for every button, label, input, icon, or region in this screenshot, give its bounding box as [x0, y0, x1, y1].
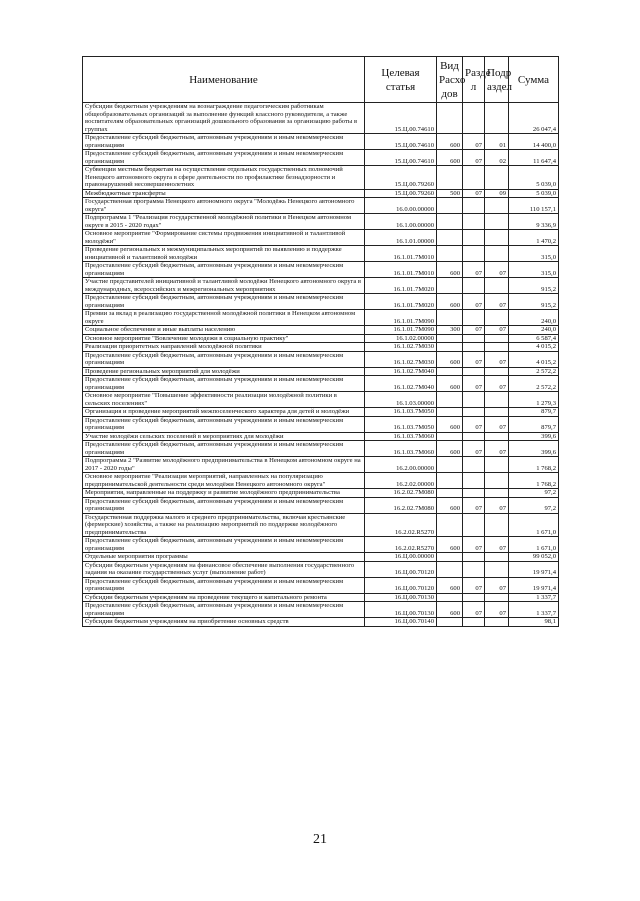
row-expense-type: 600 — [437, 537, 463, 553]
table-row — [83, 310, 559, 326]
row-name: Субсидии бюджетным учреждениям на приобретение основных средств — [83, 618, 365, 627]
row-section: 07 — [463, 294, 485, 310]
row-section: 07 — [463, 189, 485, 198]
table-row — [83, 334, 559, 343]
row-section: 07 — [463, 577, 485, 593]
row-section — [463, 214, 485, 230]
row-section — [463, 367, 485, 376]
row-expense-type — [437, 166, 463, 190]
row-name: Субсидии бюджетным учреждениям на проведение текущего и капитального ремонта — [83, 593, 365, 602]
row-amount: 915,2 — [509, 294, 559, 310]
row-amount: 1 337,7 — [509, 602, 559, 618]
row-section — [463, 166, 485, 190]
row-target-code: 16.Ц.00.00000 — [365, 553, 437, 562]
row-amount: 879,7 — [509, 408, 559, 417]
table-body — [83, 103, 559, 627]
row-subsection — [485, 593, 509, 602]
table-row — [83, 473, 559, 489]
row-target-code: 16.1.03.7М060 — [365, 432, 437, 441]
row-name: Участие представителей инициативной и талантливой молодёжи Ненецкого автономного округа в международных, всероссийских и межрегиональных мероприятиях — [83, 278, 365, 294]
row-name: Предоставление субсидий бюджетным, автономным учреждениям и иным некоммерческим организациям — [83, 537, 365, 553]
row-subsection — [485, 166, 509, 190]
row-amount: 879,7 — [509, 416, 559, 432]
row-expense-type — [437, 618, 463, 627]
row-target-code: 16.1.03.7М050 — [365, 408, 437, 417]
row-subsection: 07 — [485, 294, 509, 310]
table-row — [83, 593, 559, 602]
row-name: Реализация приоритетных направлений молодёжной политики — [83, 343, 365, 352]
row-subsection — [485, 618, 509, 627]
table-row — [83, 497, 559, 513]
row-expense-type — [437, 473, 463, 489]
row-expense-type — [437, 593, 463, 602]
row-name: Предоставление субсидий бюджетным, автономным учреждениям и иным некоммерческим организациям — [83, 602, 365, 618]
row-subsection — [485, 513, 509, 537]
row-amount: 97,2 — [509, 489, 559, 498]
row-amount: 4 015,2 — [509, 351, 559, 367]
row-section — [463, 513, 485, 537]
row-subsection: 07 — [485, 441, 509, 457]
row-expense-type — [437, 343, 463, 352]
row-name: Предоставление субсидий бюджетным, автономным учреждениям и иным некоммерческим организациям — [83, 150, 365, 166]
row-amount: 2 572,2 — [509, 376, 559, 392]
row-expense-type: 600 — [437, 262, 463, 278]
row-target-code: 16.1.01.7М090 — [365, 310, 437, 326]
row-name: Предоставление субсидий бюджетным, автономным учреждениям и иным некоммерческим организациям — [83, 294, 365, 310]
row-amount: 315,0 — [509, 246, 559, 262]
table-row — [83, 408, 559, 417]
row-subsection — [485, 561, 509, 577]
row-target-code: 16.Ц.00.70130 — [365, 593, 437, 602]
row-section — [463, 432, 485, 441]
row-name: Государственная программа Ненецкого автономного округа "Молодёжь Ненецкого автономного округа" — [83, 198, 365, 214]
row-expense-type: 300 — [437, 326, 463, 335]
row-subsection — [485, 310, 509, 326]
row-target-code: 16.Ц.00.70120 — [365, 577, 437, 593]
row-target-code: 16.1.03.7М060 — [365, 441, 437, 457]
row-subsection: 07 — [485, 577, 509, 593]
row-section — [463, 489, 485, 498]
row-section: 07 — [463, 416, 485, 432]
row-target-code: 16.1.01.7М010 — [365, 262, 437, 278]
row-expense-type: 500 — [437, 189, 463, 198]
row-amount: 1 768,2 — [509, 457, 559, 473]
row-subsection: 07 — [485, 262, 509, 278]
row-expense-type — [437, 408, 463, 417]
row-subsection — [485, 408, 509, 417]
table-row — [83, 513, 559, 537]
table-row — [83, 198, 559, 214]
row-section — [463, 553, 485, 562]
row-target-code: 16.1.00.00000 — [365, 214, 437, 230]
row-subsection — [485, 392, 509, 408]
row-section — [463, 618, 485, 627]
table-row — [83, 432, 559, 441]
row-subsection — [485, 473, 509, 489]
row-amount: 5 039,0 — [509, 189, 559, 198]
row-section — [463, 198, 485, 214]
table-row — [83, 457, 559, 473]
row-expense-type: 600 — [437, 441, 463, 457]
row-amount: 1 470,2 — [509, 230, 559, 246]
row-expense-type: 600 — [437, 577, 463, 593]
row-expense-type — [437, 198, 463, 214]
row-subsection — [485, 334, 509, 343]
row-target-code: 15.Ц.00.74610 — [365, 134, 437, 150]
row-expense-type: 600 — [437, 497, 463, 513]
row-target-code: 16.1.01.7М010 — [365, 246, 437, 262]
table-row — [83, 150, 559, 166]
row-expense-type — [437, 334, 463, 343]
row-amount: 19 971,4 — [509, 577, 559, 593]
row-expense-type — [437, 230, 463, 246]
row-expense-type — [437, 278, 463, 294]
row-target-code: 16.1.02.7М040 — [365, 376, 437, 392]
row-target-code: 16.Ц.00.70120 — [365, 561, 437, 577]
page-number: 21 — [313, 832, 327, 847]
table-row — [83, 392, 559, 408]
row-target-code: 15.Ц.00.79260 — [365, 166, 437, 190]
header-vid: Вид Расхо дов — [437, 57, 463, 103]
row-section: 07 — [463, 134, 485, 150]
row-expense-type — [437, 553, 463, 562]
row-target-code: 16.1.01.7М090 — [365, 326, 437, 335]
row-subsection — [485, 214, 509, 230]
row-expense-type — [437, 310, 463, 326]
row-section — [463, 246, 485, 262]
row-target-code: 16.1.01.7М020 — [365, 294, 437, 310]
row-section: 07 — [463, 376, 485, 392]
table-row — [83, 561, 559, 577]
table-row — [83, 577, 559, 593]
row-amount: 98,1 — [509, 618, 559, 627]
row-section: 07 — [463, 326, 485, 335]
row-section — [463, 310, 485, 326]
row-amount: 399,6 — [509, 441, 559, 457]
row-section: 07 — [463, 262, 485, 278]
row-subsection — [485, 198, 509, 214]
row-section: 07 — [463, 602, 485, 618]
table-row — [83, 367, 559, 376]
row-amount: 99 052,0 — [509, 553, 559, 562]
row-target-code: 16.2.02.R5270 — [365, 513, 437, 537]
row-name: Предоставление субсидий бюджетным, автономным учреждениям и иным некоммерческим организациям — [83, 351, 365, 367]
table-row — [83, 246, 559, 262]
row-target-code: 16.Ц.00.70130 — [365, 602, 437, 618]
row-subsection: 01 — [485, 134, 509, 150]
row-section — [463, 392, 485, 408]
row-name: Участие молодёжи сельских поселений в мероприятиях для молодёжи — [83, 432, 365, 441]
row-expense-type: 600 — [437, 376, 463, 392]
row-name: Межбюджетные трансферты — [83, 189, 365, 198]
row-expense-type — [437, 103, 463, 134]
table-row — [83, 489, 559, 498]
table-row — [83, 230, 559, 246]
row-expense-type — [437, 214, 463, 230]
header-podrazdel: Подр аздел — [485, 57, 509, 103]
row-expense-type — [437, 392, 463, 408]
row-expense-type — [437, 367, 463, 376]
row-expense-type — [437, 561, 463, 577]
row-expense-type — [437, 432, 463, 441]
table-row — [83, 416, 559, 432]
table-row — [83, 262, 559, 278]
row-target-code: 16.Ц.00.70140 — [365, 618, 437, 627]
row-amount: 19 971,4 — [509, 561, 559, 577]
budget-table — [82, 56, 559, 627]
row-section — [463, 561, 485, 577]
row-target-code: 16.2.02.7М080 — [365, 497, 437, 513]
table-row — [83, 441, 559, 457]
row-amount: 2 572,2 — [509, 367, 559, 376]
row-amount: 6 587,4 — [509, 334, 559, 343]
row-name: Предоставление субсидий бюджетным, автономным учреждениям и иным некоммерческим организациям — [83, 262, 365, 278]
table-row — [83, 134, 559, 150]
row-target-code: 16.2.02.00000 — [365, 473, 437, 489]
row-section — [463, 593, 485, 602]
row-name: Предоставление субсидий бюджетным, автономным учреждениям и иным некоммерческим организациям — [83, 376, 365, 392]
row-target-code: 16.2.00.00000 — [365, 457, 437, 473]
row-name: Мероприятия, направленные на поддержку и развитие молодёжного предпринимательства — [83, 489, 365, 498]
row-name: Предоставление субсидий бюджетным, автономным учреждениям и иным некоммерческим организациям — [83, 497, 365, 513]
row-name: Субсидии бюджетным учреждениям на вознаграждение педагогическим работникам общеобразовательных организаций за выполнение функций классного руководителя, а также воспитателям образовательных организаций дошкольного образования за организацию работы в группах — [83, 103, 365, 134]
row-expense-type: 600 — [437, 134, 463, 150]
row-subsection — [485, 230, 509, 246]
row-name: Социальное обеспечение и иные выплаты населению — [83, 326, 365, 335]
row-amount: 915,2 — [509, 278, 559, 294]
row-name: Основное мероприятие "Формирование системы продвижения инициативной и талантливой молодёжи" — [83, 230, 365, 246]
row-target-code: 16.1.02.7М040 — [365, 367, 437, 376]
row-section — [463, 278, 485, 294]
row-subsection — [485, 367, 509, 376]
row-expense-type — [437, 246, 463, 262]
row-section: 07 — [463, 150, 485, 166]
table-row — [83, 537, 559, 553]
row-subsection: 07 — [485, 602, 509, 618]
row-target-code: 16.0.00.00000 — [365, 198, 437, 214]
row-target-code: 16.1.02.00000 — [365, 334, 437, 343]
row-target-code: 15.Ц.00.79260 — [365, 189, 437, 198]
table-row — [83, 278, 559, 294]
table-row — [83, 343, 559, 352]
row-subsection — [485, 246, 509, 262]
row-name: Государственная поддержка малого и среднего предпринимательства, включая крестьянские (фермерские) хозяйства, а также на реализацию мероприятий по поддержке молодёжного предпринимательства — [83, 513, 365, 537]
row-subsection: 07 — [485, 326, 509, 335]
table-row — [83, 351, 559, 367]
row-subsection — [485, 343, 509, 352]
row-amount: 5 039,0 — [509, 166, 559, 190]
row-expense-type: 600 — [437, 416, 463, 432]
row-name: Организация и проведение мероприятий межпоселенческого характера для детей и молодёжи — [83, 408, 365, 417]
row-name: Субвенции местным бюджетам на осуществление отдельных государственных полномочий Ненецкого автономного округа в сфере деятельности по профилактике безнадзорности и правонарушений несовершеннолетних — [83, 166, 365, 190]
row-name: Подпрограмма 2 "Развитие молодёжного предпринимательства в Ненецком автономном округе на 2017 - 2020 годы" — [83, 457, 365, 473]
row-subsection — [485, 432, 509, 441]
row-amount: 240,0 — [509, 326, 559, 335]
row-amount: 1 279,3 — [509, 392, 559, 408]
row-target-code: 15.Ц.00.74610 — [365, 150, 437, 166]
row-subsection — [485, 553, 509, 562]
row-section — [463, 408, 485, 417]
row-expense-type: 600 — [437, 294, 463, 310]
row-section: 07 — [463, 351, 485, 367]
row-subsection: 07 — [485, 497, 509, 513]
row-amount: 26 047,4 — [509, 103, 559, 134]
row-expense-type: 600 — [437, 602, 463, 618]
row-name: Основное мероприятие "Повышение эффективности реализации молодёжной политики в сельских поселениях" — [83, 392, 365, 408]
table-row — [83, 189, 559, 198]
row-name: Подпрограмма 1 "Реализация государственной молодёжной политики в Ненецком автономном округе в 2015 - 2020 годах" — [83, 214, 365, 230]
row-target-code: 16.1.02.7М030 — [365, 351, 437, 367]
row-subsection: 07 — [485, 537, 509, 553]
row-subsection: 02 — [485, 150, 509, 166]
row-expense-type — [437, 457, 463, 473]
table-row — [83, 376, 559, 392]
row-subsection — [485, 489, 509, 498]
row-name: Проведение региональных мероприятий для молодёжи — [83, 367, 365, 376]
row-name: Предоставление субсидий бюджетным, автономным учреждениям и иным некоммерческим организациям — [83, 577, 365, 593]
row-target-code: 16.1.03.7М050 — [365, 416, 437, 432]
table-row — [83, 602, 559, 618]
table-row — [83, 166, 559, 190]
row-name: Основное мероприятие "Вовлечение молодежи в социальную практику" — [83, 334, 365, 343]
row-name: Предоставление субсидий бюджетным, автономным учреждениям и иным некоммерческим организациям — [83, 416, 365, 432]
row-expense-type — [437, 513, 463, 537]
row-amount: 9 336,9 — [509, 214, 559, 230]
row-target-code: 16.2.02.7М080 — [365, 489, 437, 498]
row-section — [463, 103, 485, 134]
row-subsection — [485, 278, 509, 294]
row-target-code: 16.1.01.00000 — [365, 230, 437, 246]
row-section — [463, 457, 485, 473]
row-name: Премии за вклад в реализацию государственной молодёжной политики в Ненецком автономном округе — [83, 310, 365, 326]
table-row — [83, 103, 559, 134]
row-target-code: 16.1.02.7М030 — [365, 343, 437, 352]
row-amount: 315,0 — [509, 262, 559, 278]
row-subsection: 07 — [485, 376, 509, 392]
row-section — [463, 230, 485, 246]
row-amount: 4 015,2 — [509, 343, 559, 352]
table-row — [83, 214, 559, 230]
table-row — [83, 618, 559, 627]
row-expense-type: 600 — [437, 150, 463, 166]
row-section — [463, 343, 485, 352]
row-section: 07 — [463, 497, 485, 513]
row-subsection: 07 — [485, 416, 509, 432]
row-subsection: 09 — [485, 189, 509, 198]
table-header-row — [83, 57, 559, 103]
row-name: Предоставление субсидий бюджетным, автономным учреждениям и иным некоммерческим организациям — [83, 441, 365, 457]
row-amount: 1 671,0 — [509, 513, 559, 537]
row-name: Основное мероприятие "Реализация мероприятий, направленных на популяризацию предпринимательской деятельности среди молодёжи Ненецкого автономного округа" — [83, 473, 365, 489]
header-code: Целевая статья — [365, 57, 437, 103]
row-amount: 1 671,0 — [509, 537, 559, 553]
row-expense-type: 600 — [437, 351, 463, 367]
row-amount: 399,6 — [509, 432, 559, 441]
row-amount: 14 400,0 — [509, 134, 559, 150]
row-target-code: 16.1.03.00000 — [365, 392, 437, 408]
row-amount: 110 157,1 — [509, 198, 559, 214]
row-section — [463, 334, 485, 343]
row-target-code: 16.2.02.R5270 — [365, 537, 437, 553]
row-section: 07 — [463, 441, 485, 457]
row-amount: 1 337,7 — [509, 593, 559, 602]
row-expense-type — [437, 489, 463, 498]
row-target-code: 15.Ц.00.74610 — [365, 103, 437, 134]
row-section: 07 — [463, 537, 485, 553]
row-subsection — [485, 103, 509, 134]
row-subsection — [485, 457, 509, 473]
header-razdel: Разде л — [463, 57, 485, 103]
row-name: Проведение региональных и межмуниципальных мероприятий по выявлению и поддержке инициативной и талантливой молодёжи — [83, 246, 365, 262]
row-name: Предоставление субсидий бюджетным, автономным учреждениям и иным некоммерческим организациям — [83, 134, 365, 150]
row-target-code: 16.1.01.7М020 — [365, 278, 437, 294]
row-amount: 1 768,2 — [509, 473, 559, 489]
table-row — [83, 553, 559, 562]
header-name: Наименование — [83, 57, 365, 103]
row-subsection: 07 — [485, 351, 509, 367]
row-name: Субсидии бюджетным учреждениям на финансовое обеспечение выполнения государственного задания на оказание государственных услуг (выполнение работ) — [83, 561, 365, 577]
header-sum: Сумма — [509, 57, 559, 103]
row-amount: 11 647,4 — [509, 150, 559, 166]
table-row — [83, 294, 559, 310]
table-row — [83, 326, 559, 335]
row-amount: 97,2 — [509, 497, 559, 513]
row-section — [463, 473, 485, 489]
row-name: Отдельные мероприятия программы — [83, 553, 365, 562]
row-amount: 240,0 — [509, 310, 559, 326]
